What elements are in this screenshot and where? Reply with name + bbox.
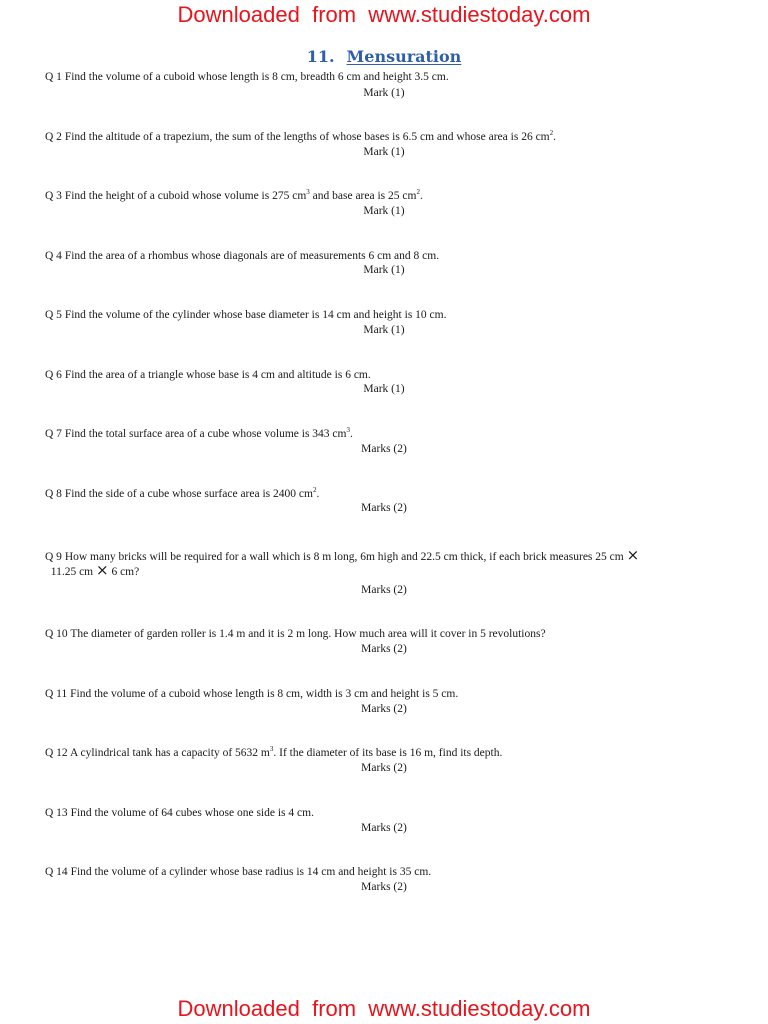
question-3 [45, 189, 725, 204]
download-banner-bottom: Downloaded from www.studiestoday.com [177, 996, 591, 1021]
question-text: 11.25 cm [50, 566, 94, 578]
multiply-icon: × [626, 546, 640, 564]
question-4 [45, 249, 725, 264]
question-marks: Mark (1) [363, 324, 405, 336]
question-text: Find the height of a cuboid whose volume is 275 cm [64, 190, 307, 202]
question-5 [45, 308, 725, 323]
question-marks: Marks (2) [361, 762, 407, 774]
question-text: . [316, 488, 320, 500]
question-label: Q 9 [45, 551, 62, 563]
question-marks: Marks (2) [361, 502, 407, 514]
question-label: Q 3 [45, 190, 62, 202]
question-text: Find the altitude of a trapezium, the sum of the lengths of whose bases is 6.5 cm and whose area is 26 cm [64, 131, 550, 143]
question-11 [45, 687, 725, 702]
question-6 [45, 368, 725, 383]
question-label: Q 12 [45, 747, 68, 759]
question-text: Find the area of a triangle whose base is 4 cm and altitude is 6 cm. [64, 369, 371, 381]
question-label: Q 13 [45, 807, 68, 819]
question-text: Find the volume of a cylinder whose base radius is 14 cm and height is 35 cm. [70, 866, 432, 878]
question-marks: Mark (1) [363, 87, 405, 99]
question-label: Q 10 [45, 628, 68, 640]
question-12 [45, 746, 725, 761]
question-marks: Mark (1) [363, 383, 405, 395]
question-marks: Marks (2) [361, 643, 407, 655]
question-marks: Marks (2) [361, 881, 407, 893]
chapter-number: 11. [306, 47, 335, 66]
question-10 [45, 627, 725, 642]
multiply-icon: × [96, 561, 109, 579]
question-14 [45, 865, 725, 880]
question-label: Q 4 [45, 250, 62, 262]
question-13 [45, 806, 725, 821]
superscript: 3 [269, 745, 274, 754]
question-7 [45, 427, 725, 442]
question-text: A cylindrical tank has a capacity of 5632 m [69, 747, 270, 759]
question-marks: Mark (1) [363, 205, 405, 217]
download-banner-top: Downloaded from www.studiestoday.com [177, 2, 591, 27]
question-label: Q 8 [45, 488, 62, 500]
question-text: The diameter of garden roller is 1.4 m and it is 2 m long. How much area will it cover in 5 revolutions? [70, 628, 546, 640]
question-text: Find the volume of a cuboid whose length is 8 cm, width is 3 cm and height is 5 cm. [70, 688, 459, 700]
question-text: Find the area of a rhombus whose diagonals are of measurements 6 cm and 8 cm. [64, 250, 440, 262]
question-2 [45, 130, 725, 145]
question-text: and base area is 25 cm [309, 190, 417, 202]
superscript: 3 [346, 426, 350, 435]
question-label: Q 2 [45, 131, 62, 143]
chapter-heading [0, 46, 768, 68]
question-text: Find the volume of the cylinder whose base diameter is 14 cm and height is 10 cm. [64, 309, 447, 321]
question-9 [45, 546, 725, 580]
superscript: 3 [306, 188, 310, 197]
question-text: Find the volume of a cuboid whose length is 8 cm, breadth 6 cm and height 3.5 cm. [64, 71, 449, 83]
question-text: 6 cm? [111, 566, 140, 578]
question-marks: Marks (2) [361, 703, 407, 715]
question-text: Find the volume of 64 cubes whose one side is 4 cm. [70, 807, 314, 819]
question-label: Q 5 [45, 309, 62, 321]
question-label: Q 14 [45, 866, 68, 878]
question-text: . [419, 190, 423, 202]
question-label: Q 11 [45, 688, 68, 700]
superscript: 2 [549, 129, 554, 138]
question-text: . [553, 131, 556, 143]
question-8 [45, 487, 725, 502]
question-marks: Marks (2) [361, 443, 407, 455]
question-text: Find the total surface area of a cube whose volume is 343 cm [64, 428, 347, 440]
superscript: 2 [416, 188, 420, 197]
chapter-title: Mensuration [346, 47, 462, 66]
question-text: . If the diameter of its base is 16 m, find its depth. [273, 747, 503, 759]
superscript: 2 [312, 486, 317, 495]
question-label: Q 6 [45, 369, 62, 381]
question-label: Q 7 [45, 428, 62, 440]
question-text: Find the side of a cube whose surface area is 2400 cm [64, 488, 313, 500]
question-label: Q 1 [45, 71, 62, 83]
question-marks: Marks (2) [361, 584, 407, 596]
question-marks: Mark (1) [363, 146, 405, 158]
question-text: How many bricks will be required for a wall which is 8 m long, 6m high and 22.5 cm thick, if each brick measures 25 cm [64, 551, 624, 563]
question-text: . [349, 428, 353, 440]
question-1 [45, 70, 725, 85]
question-marks: Marks (2) [361, 822, 407, 834]
question-marks: Mark (1) [363, 264, 405, 276]
